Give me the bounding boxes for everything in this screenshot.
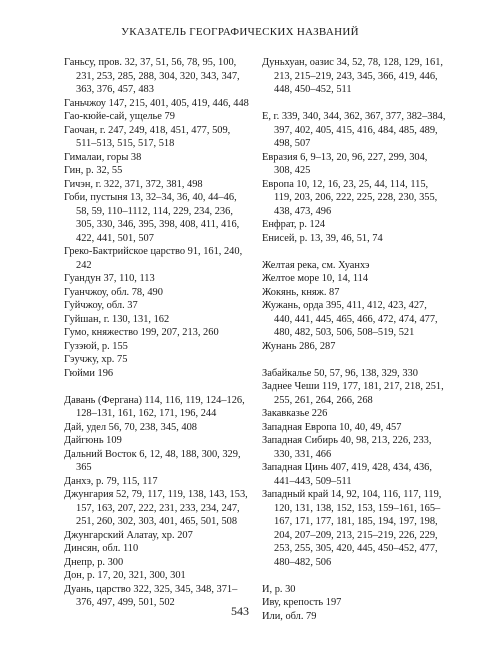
- index-gap: [262, 569, 447, 583]
- index-entry: Закавказье 226: [262, 408, 328, 419]
- index-entry: Западная Европа 10, 40, 49, 457: [262, 421, 402, 433]
- index-entry: Гуйчжоу, обл. 37: [64, 300, 138, 311]
- index-entry: Западная Цинь 407, 419, 428, 434, 436, 441–443, 509–511: [262, 462, 432, 487]
- index-entry: Дуньхуан, оазис 34, 52, 78, 128, 129, 161, 213, 215–219, 243, 345, 366, 419, 446, 448, 450–452, 511: [262, 57, 443, 95]
- index-entry: И, р. 30: [262, 583, 296, 595]
- index-entry: Джунгарский Алатау, хр. 207: [64, 529, 193, 541]
- index-entry: Енфрат, р. 124: [262, 219, 326, 230]
- index-entry: Е, г. 339, 340, 344, 362, 367, 377, 382–384, 397, 402, 405, 415, 416, 484, 485, 489, 498, 507: [262, 111, 446, 149]
- index-entry: Греко-Бактрийское царство 91, 161, 240, 242: [64, 246, 243, 271]
- index-entry: Желтая река, см. Хуанхэ: [262, 259, 370, 271]
- index-entry: Жужань, орда 395, 411, 412, 423, 427, 440, 441, 445, 465, 466, 472, 474, 477, 480, 482, 503, 506, 508–519, 521: [262, 300, 438, 338]
- page-number: 543: [231, 604, 249, 618]
- index-entry: Западный край 14, 92, 104, 116, 117, 119, 120, 131, 138, 152, 153, 159–161, 165–167, 171, 177, 181, 185, 194, 197, 198, 204, 207–209, 213, 215–219, 226, 229, 253, 255, 305, 420, 445, 450–452, 477, 480–482, 506: [262, 489, 442, 568]
- index-entry: Ганьчжоу 147, 215, 401, 405, 419, 446, 448: [64, 97, 249, 109]
- index-entry: Динсян, обл. 110: [64, 543, 139, 554]
- index-gap: [64, 380, 249, 394]
- index-entry: Гуйшан, г. 130, 131, 162: [64, 313, 170, 325]
- index-entry: Жокянь, княж. 87: [262, 286, 340, 298]
- index-gap: [262, 353, 447, 367]
- index-entry: Гэучжу, хр. 75: [64, 354, 128, 365]
- index-column-left: [64, 56, 249, 610]
- index-entry: Евразия 6, 9–13, 20, 96, 227, 299, 304, 308, 425: [262, 151, 428, 176]
- index-column-right: [262, 56, 447, 623]
- index-entry: Заднее Чеши 119, 177, 181, 217, 218, 251, 255, 261, 264, 266, 268: [262, 381, 444, 406]
- index-entry: Днепр, р. 300: [64, 556, 124, 568]
- index-entry: Гюйми 196: [64, 367, 114, 379]
- index-entry: Гуанчжоу, обл. 78, 490: [64, 286, 163, 298]
- index-entry: Западная Сибирь 40, 98, 213, 226, 233, 330, 331, 466: [262, 435, 432, 460]
- index-entry: Гаочан, г. 247, 249, 418, 451, 477, 509, 511–513, 515, 517, 518: [64, 124, 231, 149]
- index-entry: Дальний Восток 6, 12, 48, 188, 300, 329, 365: [64, 448, 241, 473]
- index-entry: Гичэн, г. 322, 371, 372, 381, 498: [64, 178, 203, 190]
- index-entry: Данхэ, р. 79, 115, 117: [64, 475, 158, 487]
- index-entry: Дон, р. 17, 20, 321, 300, 301: [64, 570, 186, 581]
- index-entry: Гин, р. 32, 55: [64, 165, 123, 176]
- index-gap: [262, 245, 447, 259]
- index-entry: Дай, удел 56, 70, 238, 345, 408: [64, 421, 197, 433]
- index-entry: Жунань 286, 287: [262, 340, 336, 352]
- index-entry: Европа 10, 12, 16, 23, 25, 44, 114, 115, 119, 203, 206, 222, 225, 228, 230, 355, 438, 473, 496: [262, 178, 438, 217]
- index-entry: Иву, крепость 197: [262, 597, 342, 608]
- index-entry: Джунгария 52, 79, 117, 119, 138, 143, 153, 157, 163, 207, 222, 231, 233, 234, 247, 251, 260, 302, 303, 401, 465, 501, 508: [64, 489, 248, 527]
- index-entry: Гоби, пустыня 13, 32–34, 36, 40, 44–46, 58, 59, 110–1112, 114, 229, 234, 236, 305, 330, 346, 395, 398, 408, 411, 416, 422, 441, 501, 507: [64, 192, 240, 244]
- index-entry: Енисей, р. 13, 39, 46, 51, 74: [262, 232, 383, 244]
- index-gap: [262, 97, 447, 111]
- index-entry: Желтое море 10, 14, 114: [262, 273, 369, 284]
- page-header: УКАЗАТЕЛЬ ГЕОГРАФИЧЕСКИХ НАЗВАНИЙ: [121, 26, 359, 38]
- index-entry: Давань (Фергана) 114, 116, 119, 124–126, 128–131, 161, 162, 171, 196, 244: [64, 394, 245, 419]
- index-entry: Гуандун 37, 110, 113: [64, 273, 155, 284]
- index-entry: Ганьсу, пров. 32, 37, 51, 56, 78, 95, 100, 231, 253, 285, 288, 304, 320, 343, 347, 363, 376, 457, 483: [64, 57, 240, 95]
- index-entry: Дуань, царство 322, 325, 345, 348, 371–376, 497, 499, 501, 502: [64, 583, 238, 608]
- index-entry: Гузэюй, р. 155: [64, 340, 128, 352]
- index-entry: Забайкалье 50, 57, 96, 138, 329, 330: [262, 367, 418, 379]
- index-entry: Гумо, княжество 199, 207, 213, 260: [64, 327, 219, 338]
- index-entry: Гималаи, горы 38: [64, 151, 142, 163]
- index-entry: Или, обл. 79: [262, 610, 317, 622]
- index-entry: Дайгюнь 109: [64, 435, 122, 446]
- index-entry: Гао-кюйе-сай, ущелье 79: [64, 111, 175, 122]
